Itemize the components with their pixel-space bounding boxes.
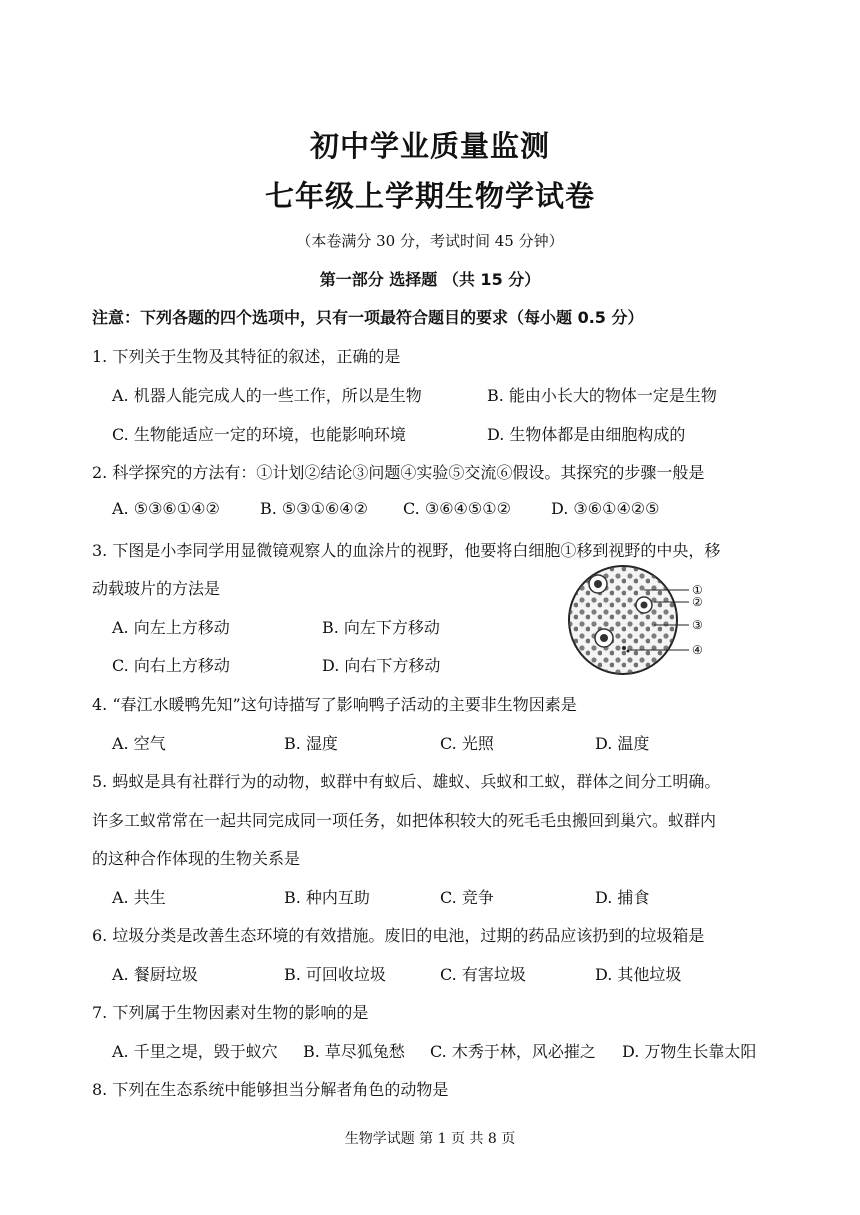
question-4-option-d: D. 温度 — [595, 734, 650, 753]
question-3-option-a: A. 向左上方移动 — [112, 618, 230, 637]
question-5-option-c: C. 竞争 — [440, 888, 494, 907]
question-7-option-a: A. 千里之堤，毁于蚁穴 — [112, 1042, 278, 1061]
question-3-stem: 3. 下图是小李同学用显微镜观察人的血涂片的视野，他要将白细胞①移到视野的中央，移 — [92, 541, 721, 560]
exam-info: （本卷满分 30 分，考试时间 45 分钟） — [296, 232, 564, 250]
question-4-option-a: A. 空气 — [112, 734, 166, 753]
question-1-option-a: A. 机器人能完成人的一些工作，所以是生物 — [112, 386, 422, 405]
exam-title: 初中学业质量监测 — [309, 129, 550, 163]
figure-label-4: ④ — [692, 643, 703, 657]
question-7-option-b: B. 草尽狐兔愁 — [303, 1042, 405, 1061]
question-2-stem: 2. 科学探究的方法有：①计划②结论③问题④实验⑤交流⑥假设。其探究的步骤一般是 — [92, 463, 705, 482]
question-2-option-d: D. ③⑥①④②⑤ — [551, 499, 660, 518]
question-3-option-b: B. 向左下方移动 — [322, 618, 440, 637]
figure-label-1: ① — [692, 583, 703, 597]
question-2-option-b: B. ⑤③①⑥④② — [260, 499, 368, 518]
question-6-stem: 6. 垃圾分类是改善生态环境的有效措施。废旧的电池，过期的药品应该扔到的垃圾箱是 — [92, 926, 705, 945]
figure-label-3: ③ — [692, 618, 703, 632]
question-1-option-d: D. 生物体都是由细胞构成的 — [487, 425, 686, 444]
exam-subtitle-title: 七年级上学期生物学试卷 — [264, 179, 595, 213]
question-6-option-d: D. 其他垃圾 — [595, 965, 682, 984]
question-5-option-d: D. 捕食 — [595, 888, 650, 907]
question-4-stem: 4. “春江水暖鸭先知”这句诗描写了影响鸭子活动的主要非生物因素是 — [92, 695, 577, 714]
question-8-stem: 8. 下列在生态系统中能够担当分解者角色的动物是 — [92, 1080, 449, 1099]
question-6-option-b: B. 可回收垃圾 — [284, 965, 386, 984]
question-1-option-c: C. 生物能适应一定的环境，也能影响环境 — [112, 425, 406, 444]
question-4-option-b: B. 湿度 — [284, 734, 338, 753]
question-3-option-c: C. 向右上方移动 — [112, 656, 230, 675]
instructions: 注意：下列各题的四个选项中，只有一项最符合题目的要求（每小题 0.5 分） — [92, 308, 644, 327]
question-2-option-a: A. ⑤③⑥①④② — [112, 499, 220, 518]
question-2-option-c: C. ③⑥④⑤①② — [403, 499, 511, 518]
question-5-option-a: A. 共生 — [112, 888, 166, 907]
question-6-option-a: A. 餐厨垃圾 — [112, 965, 198, 984]
question-1-option-b: B. 能由小长大的物体一定是生物 — [487, 386, 717, 405]
question-5-stem-continued: 许多工蚁常常在一起共同完成同一项任务，如把体积较大的死毛毛虫搬回到巢穴。蚁群内 — [92, 811, 717, 830]
question-3-stem-continued: 动载玻片的方法是 — [92, 579, 221, 598]
question-1-stem: 1. 下列关于生物及其特征的叙述，正确的是 — [92, 347, 401, 366]
page-footer: 生物学试题 第 1 页 共 8 页 — [344, 1131, 516, 1147]
question-7-option-c: C. 木秀于林，风必摧之 — [430, 1042, 596, 1061]
platelet — [622, 646, 626, 650]
question-4-option-c: C. 光照 — [440, 734, 494, 753]
question-5-option-b: B. 种内互助 — [284, 888, 370, 907]
question-7-stem: 7. 下列属于生物因素对生物的影响的是 — [92, 1003, 369, 1022]
figure-label-2: ② — [692, 595, 703, 609]
section-heading: 第一部分 选择题 （共 15 分） — [319, 270, 541, 289]
question-5-stem-continued-2: 的这种合作体现的生物关系是 — [92, 849, 301, 868]
blood-smear-figure — [566, 560, 716, 680]
question-6-option-c: C. 有害垃圾 — [440, 965, 526, 984]
question-3-option-d: D. 向右下方移动 — [322, 656, 441, 675]
question-7-option-d: D. 万物生长靠太阳 — [622, 1042, 757, 1061]
question-5-stem: 5. 蚂蚁是具有社群行为的动物，蚁群中有蚁后、雄蚁、兵蚁和工蚁，群体之间分工明确。 — [92, 772, 721, 791]
